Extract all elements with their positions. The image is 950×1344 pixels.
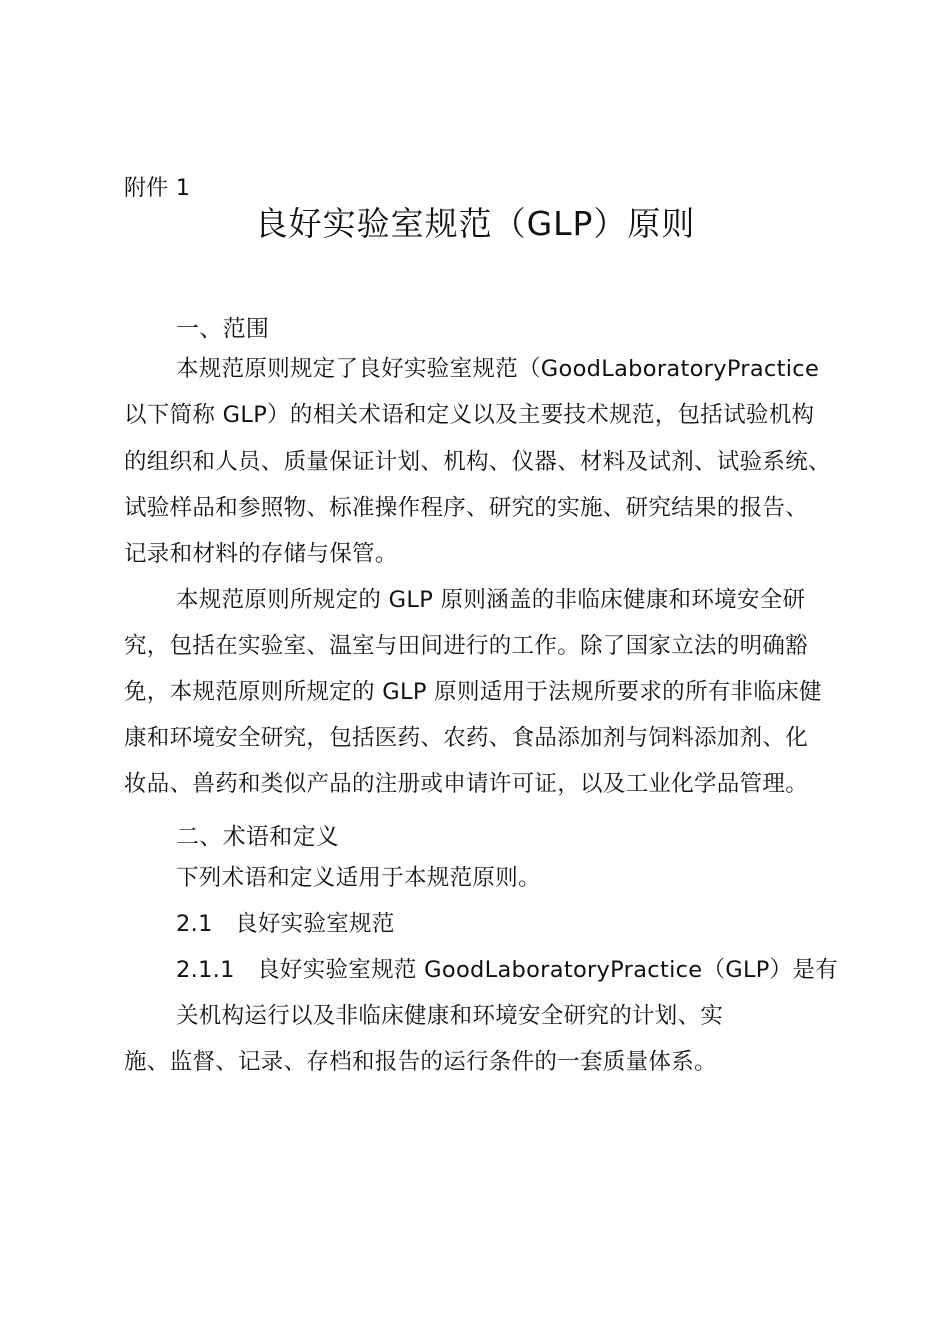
scope-para1-line4: 试验样品和参照物、标准操作程序、研究的实施、研究结果的报告、 [124, 495, 809, 521]
scope-para2-line4: 康和环境安全研究，包括医药、农药、食品添加剂与饲料添加剂、化 [124, 725, 809, 751]
scope-para2-line2: 究，包括在实验室、温室与田间进行的工作。除了国家立法的明确豁 [124, 633, 809, 659]
section-heading-terms: 二、术语和定义 [176, 824, 340, 850]
section-heading-scope: 一、范围 [176, 316, 270, 342]
terms-intro: 下列术语和定义适用于本规范原则。 [176, 865, 541, 891]
scope-para2-line1: 本规范原则所规定的 GLP 原则涵盖的非临床健康和环境安全研 [176, 587, 806, 613]
scope-para1-line3: 的组织和人员、质量保证计划、机构、仪器、材料及试剂、试验系统、 [124, 449, 831, 475]
scope-para1-line2: 以下简称 GLP）的相关术语和定义以及主要技术规范，包括试验机构 [124, 402, 815, 428]
scope-para2-line3: 免，本规范原则所规定的 GLP 原则适用于法规所要求的所有非临床健 [124, 679, 822, 705]
scope-para1-line1: 本规范原则规定了良好实验室规范（GoodLaboratoryPractice [176, 356, 820, 382]
term-2-1: 2.1 良好实验室规范 [176, 911, 395, 937]
document-title: 良好实验室规范（GLP）原则 [254, 204, 696, 243]
scope-para2-line5: 妆品、兽药和类似产品的注册或申请许可证，以及工业化学品管理。 [124, 771, 809, 797]
scope-para1-line5: 记录和材料的存储与保管。 [124, 541, 398, 567]
term-2-1-1-line3: 施、监督、记录、存档和报告的运行条件的一套质量体系。 [124, 1049, 717, 1075]
attachment-label: 附件 1 [124, 176, 191, 201]
term-2-1-1-line2: 关机构运行以及非临床健康和环境安全研究的计划、实 [176, 1003, 724, 1029]
term-2-1-1-line1: 2.1.1 良好实验室规范 GoodLaboratoryPractice（GLP）是有 [176, 957, 839, 983]
